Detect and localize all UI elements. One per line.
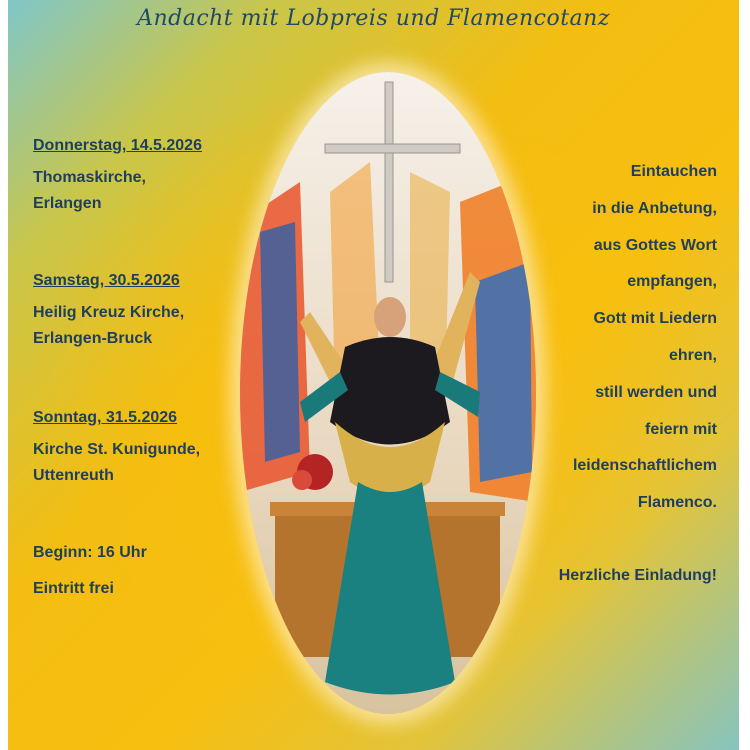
description-line: Gott mit Liedern	[593, 310, 717, 328]
description-line: empfangen,	[627, 273, 717, 291]
description-line: leidenschaftlichem	[572, 457, 717, 475]
event-date: Samstag, 30.5.2026	[33, 272, 180, 289]
event-place: Heilig Kreuz Kirche,	[33, 304, 185, 321]
event-3	[33, 405, 200, 489]
event-date: Donnerstag, 14.5.2026	[33, 137, 202, 154]
event-place: Kirche St. Kunigunde,	[33, 441, 201, 458]
description-line: Eintauchen	[630, 163, 717, 180]
event-date: Sonntag, 31.5.2026	[33, 409, 178, 426]
description-line: feiern mit	[644, 420, 717, 438]
photo-illustration	[240, 72, 536, 714]
start-time: Beginn: 16 Uhr	[33, 544, 147, 561]
description-line: still werden und	[595, 383, 717, 401]
event-place: Erlangen	[33, 195, 102, 212]
event-2	[33, 268, 184, 352]
flyer	[8, 0, 739, 750]
event-1	[33, 133, 202, 217]
description-line: ehren,	[668, 346, 717, 364]
admission: Eintritt frei	[33, 580, 114, 597]
event-place: Uttenreuth	[33, 467, 114, 484]
description	[559, 154, 717, 595]
description-line: aus Gottes Wort	[593, 236, 717, 254]
flyer-title: Andacht mit Lobpreis und Flamencotanz	[137, 6, 610, 31]
event-place: Erlangen-Bruck	[33, 330, 153, 347]
invitation: Herzliche Einladung!	[558, 566, 717, 584]
description-line: in die Anbetung,	[592, 199, 717, 217]
dancer-photo	[240, 72, 536, 714]
description-line: Flamenco.	[637, 494, 717, 512]
event-place: Thomaskirche,	[33, 169, 146, 186]
